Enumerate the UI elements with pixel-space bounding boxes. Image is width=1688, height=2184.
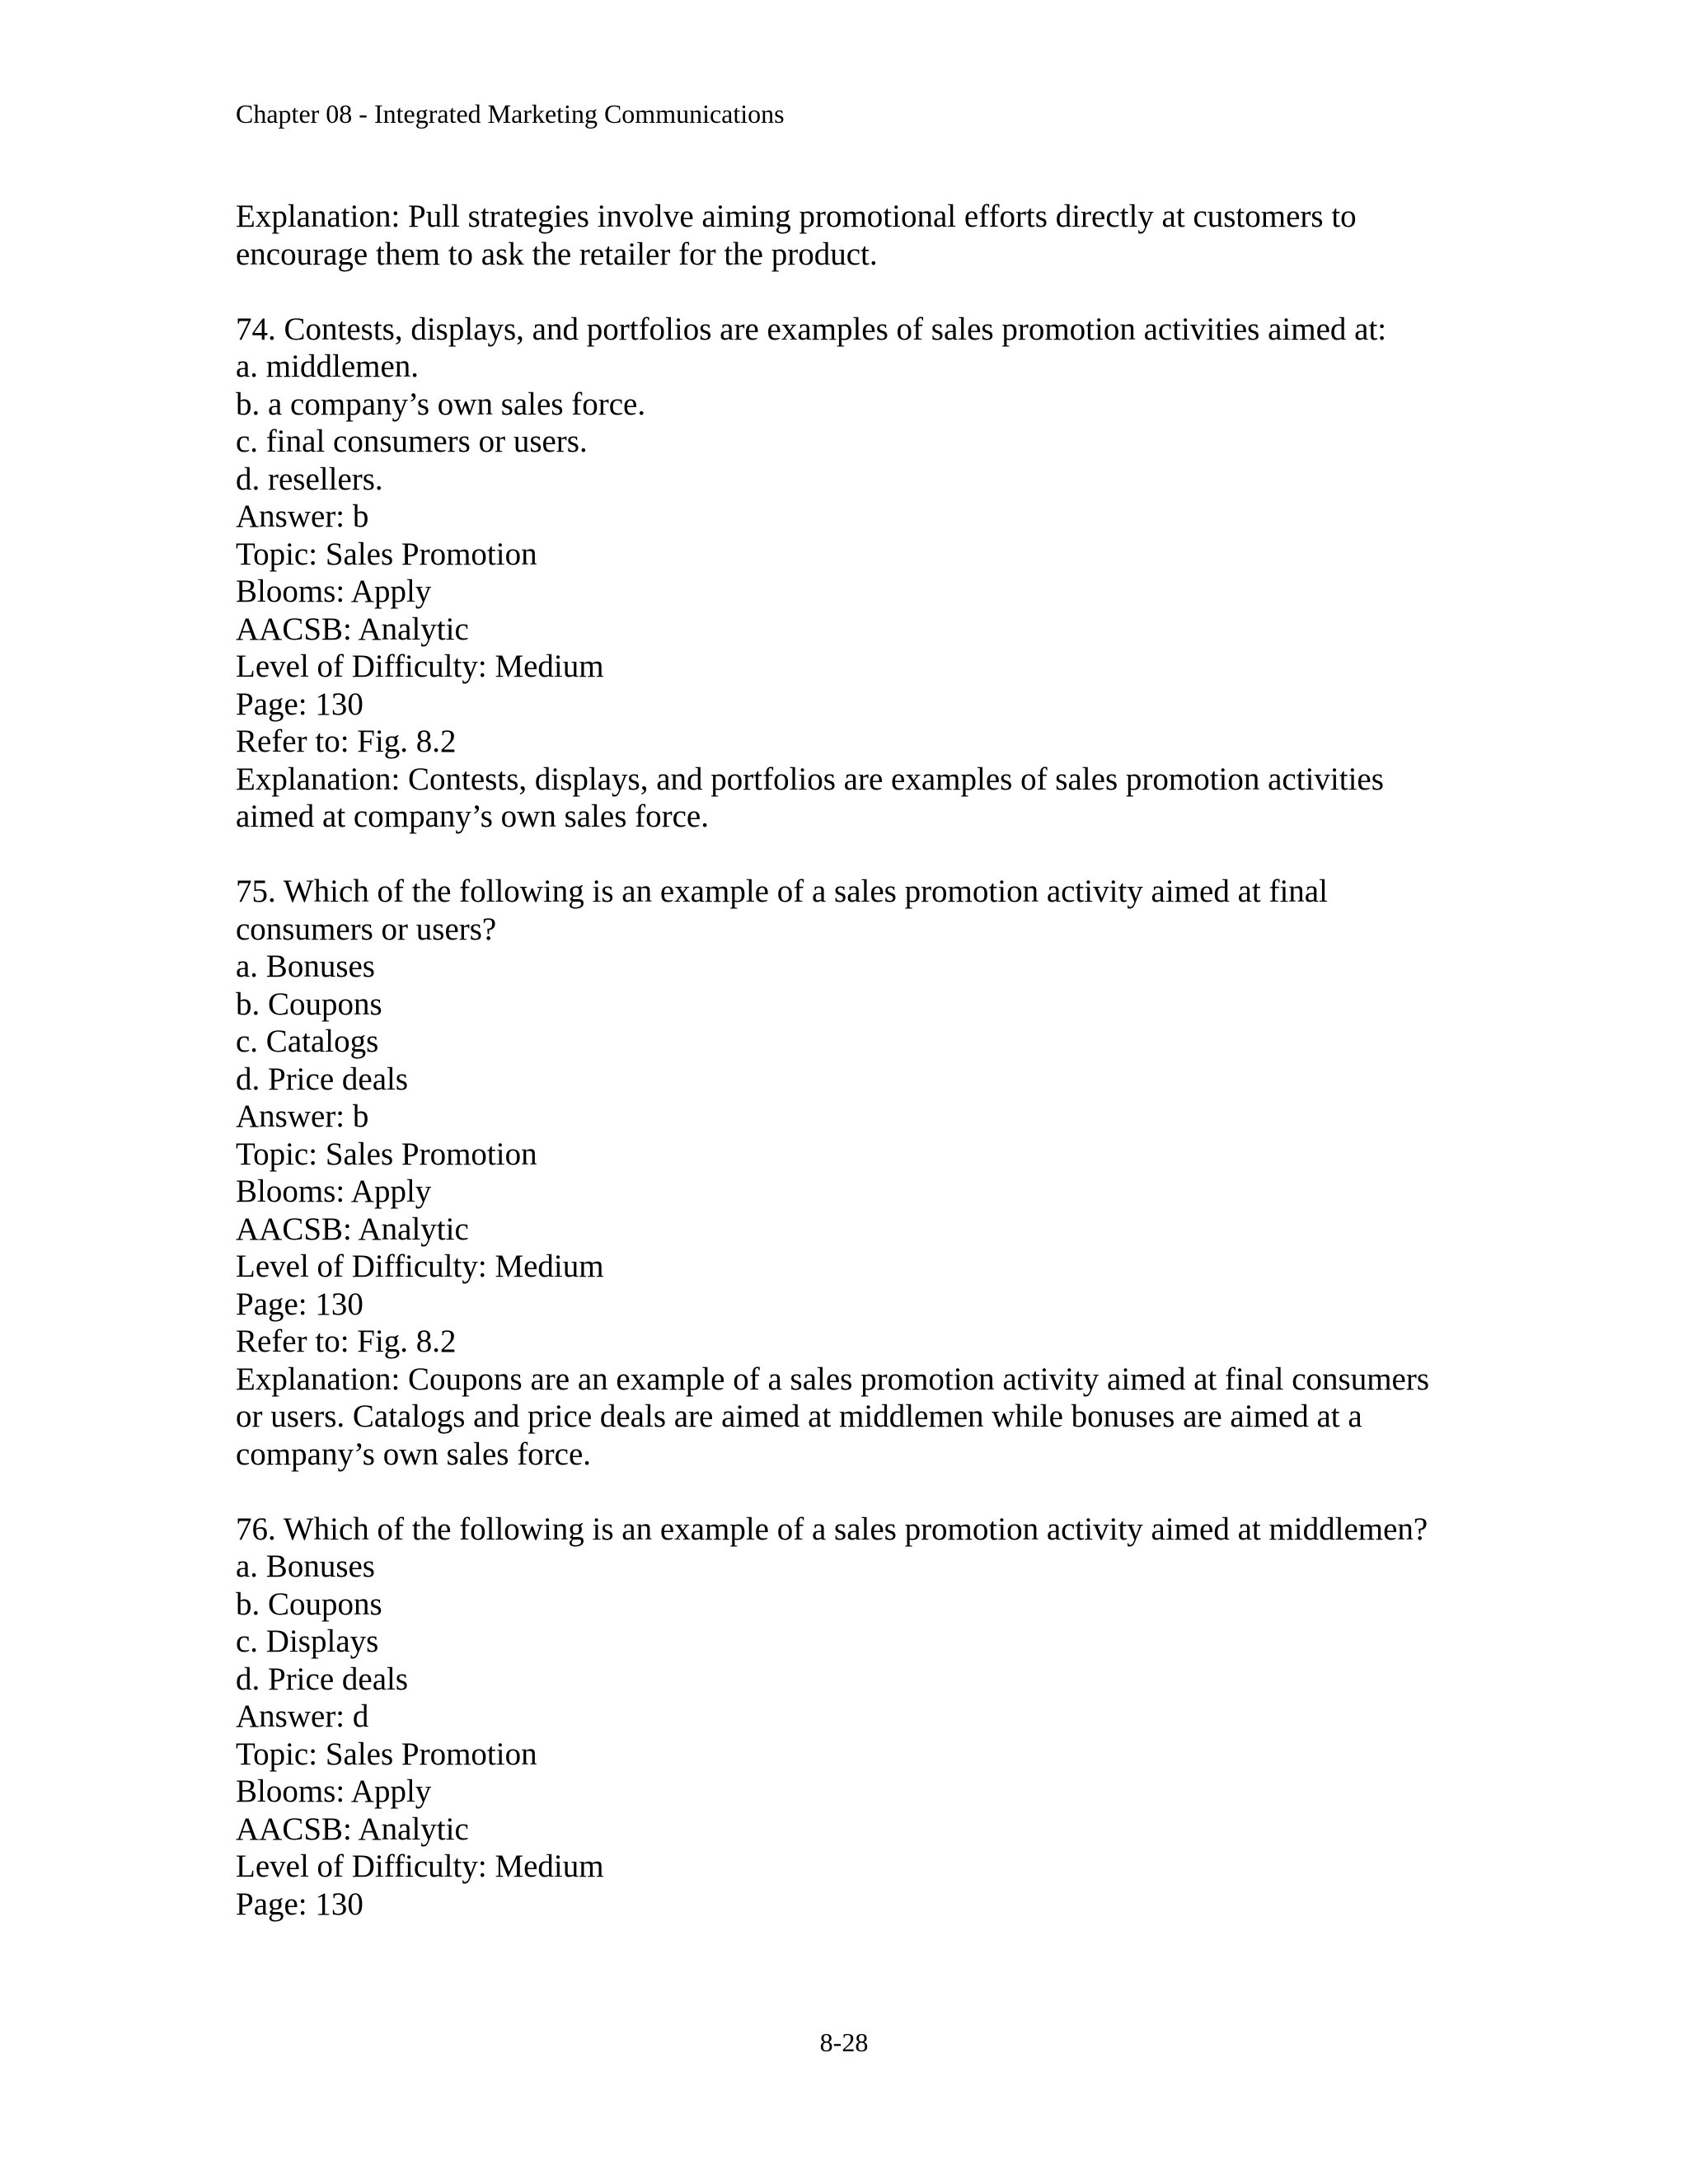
intro-explanation [236, 198, 1472, 273]
explanation-line: Explanation: Coupons are an example of a sales promotion activity aimed at final consumers [236, 1361, 1430, 1397]
page-reference: Page: 130 [236, 686, 363, 722]
question-stem: consumers or users? [236, 911, 497, 947]
topic: Topic: Sales Promotion [236, 1736, 537, 1772]
explanation-line: aimed at company’s own sales force. [236, 799, 709, 834]
answer-option-d: d. Price deals [236, 1661, 409, 1697]
question-stem: 75. Which of the following is an example of a sales promotion activity aimed at final [236, 874, 1328, 909]
difficulty-level: Level of Difficulty: Medium [236, 1249, 604, 1284]
explanation-line: encourage them to ask the retailer for the product. [236, 236, 878, 272]
chapter-header: Chapter 08 - Integrated Marketing Communications [236, 99, 785, 129]
difficulty-level: Level of Difficulty: Medium [236, 1849, 604, 1884]
aacsb-tag: AACSB: Analytic [236, 611, 469, 647]
correct-answer: Answer: b [236, 499, 369, 534]
correct-answer: Answer: d [236, 1699, 369, 1734]
blooms-level: Blooms: Apply [236, 574, 432, 609]
answer-option-a: a. middlemen. [236, 349, 420, 384]
difficulty-level: Level of Difficulty: Medium [236, 649, 604, 684]
explanation-line: or users. Catalogs and price deals are aimed at middlemen while bonuses are aimed at a [236, 1399, 1362, 1434]
page-reference: Page: 130 [236, 1886, 363, 1922]
question-74 [236, 311, 1472, 836]
explanation-line: Explanation: Pull strategies involve aiming promotional efforts directly at customers to [236, 199, 1357, 234]
paragraph-gap [236, 836, 1472, 874]
question-stem: 74. Contests, displays, and portfolios are examples of sales promotion activities aimed at: [236, 311, 1387, 347]
question-76 [236, 1511, 1472, 1924]
answer-option-d: d. Price deals [236, 1061, 409, 1097]
answer-option-c: c. Displays [236, 1624, 379, 1659]
explanation-line: Explanation: Contests, displays, and portfolios are examples of sales promotion activities [236, 761, 1384, 797]
question-75 [236, 873, 1472, 1473]
topic: Topic: Sales Promotion [236, 536, 537, 572]
page-number: 8-28 [819, 2027, 869, 2057]
answer-option-d: d. resellers. [236, 461, 383, 497]
figure-reference: Refer to: Fig. 8.2 [236, 1324, 457, 1359]
aacsb-tag: AACSB: Analytic [236, 1811, 469, 1847]
answer-option-c: c. Catalogs [236, 1024, 379, 1059]
aacsb-tag: AACSB: Analytic [236, 1211, 469, 1247]
blooms-level: Blooms: Apply [236, 1774, 432, 1809]
blooms-level: Blooms: Apply [236, 1174, 432, 1209]
correct-answer: Answer: b [236, 1099, 369, 1134]
paragraph-gap [236, 273, 1472, 311]
answer-option-a: a. Bonuses [236, 949, 375, 984]
page-content [236, 198, 1472, 1923]
explanation-line: company’s own sales force. [236, 1436, 592, 1472]
question-stem: 76. Which of the following is an example of a sales promotion activity aimed at middlemen? [236, 1511, 1428, 1547]
answer-option-a: a. Bonuses [236, 1549, 375, 1584]
paragraph-gap [236, 1473, 1472, 1511]
answer-option-b: b. Coupons [236, 986, 382, 1022]
answer-option-c: c. final consumers or users. [236, 424, 588, 459]
page-reference: Page: 130 [236, 1286, 363, 1322]
answer-option-b: b. a company’s own sales force. [236, 386, 646, 422]
answer-option-b: b. Coupons [236, 1586, 382, 1622]
figure-reference: Refer to: Fig. 8.2 [236, 724, 457, 759]
topic: Topic: Sales Promotion [236, 1136, 537, 1172]
